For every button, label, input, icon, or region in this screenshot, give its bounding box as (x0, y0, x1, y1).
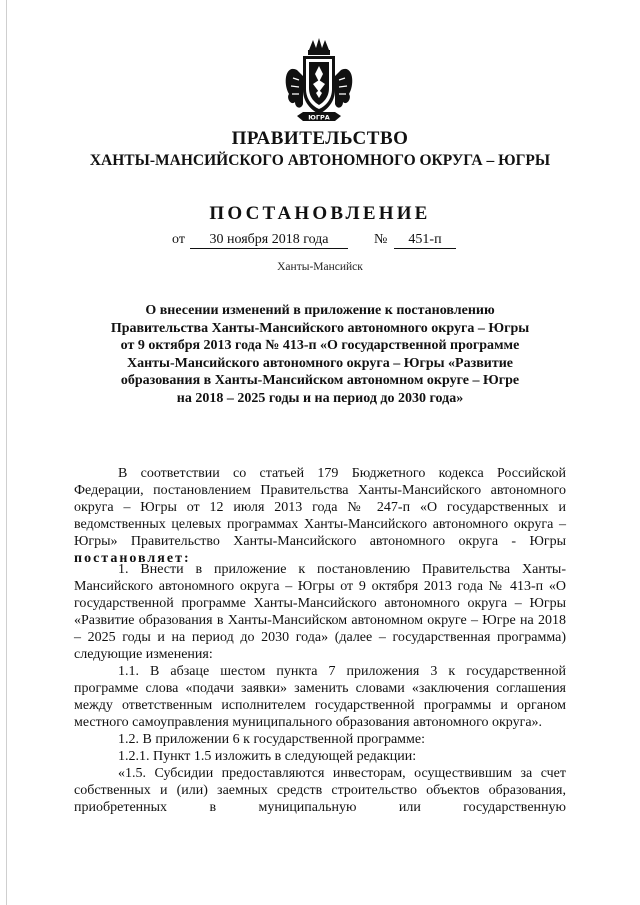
decree-body (74, 561, 566, 816)
coat-of-arms-emblem (283, 36, 355, 128)
preamble-text: В соответствии со статьей 179 Бюджетного кодекса Российской Федерации, постановлением Правительства Ханты-Мансийского автономного округа – Югры от 12 июля 2013 года № 247-п «О государственных и ведомственных целевых программах Ханты-Мансийского автономного округа – Югры» Правительство Ханты-Мансийского автономного округа - Югры (74, 466, 566, 549)
date-prefix: от (172, 232, 185, 247)
decree-word: постановляет: (74, 551, 191, 566)
subject-line: Правительства Ханты-Мансийского автономного округа – Югры (110, 320, 530, 336)
document-subject (96, 302, 544, 407)
paragraph-1-2: 1.2. В приложении 6 к государственной программе: (118, 732, 425, 747)
document-number: 451-п (394, 232, 456, 249)
subject-line: от 9 октября 2013 года № 413-п «О государственной программе (120, 338, 520, 353)
subject-line: на 2018 – 2025 годы и на период до 2030 года» (176, 390, 464, 406)
preamble-block (74, 465, 566, 567)
subject-line: образования в Ханты-Мансийском автономном округе – Югре (120, 373, 520, 388)
paragraph-1-5: «1.5. Субсидии предоставляются инвесторам, осуществившим за счет собственных и (или) заемных средств строительство объектов образования, приобретенных в муниципальную или государственную (74, 766, 566, 815)
document-type: ПОСТАНОВЛЕНИЕ (209, 203, 431, 224)
government-title: ПРАВИТЕЛЬСТВО (231, 128, 409, 149)
paragraph-1: 1. Внести в приложение к постановлению Правительства Ханты-Мансийского автономного округа – Югры от 9 октября 2013 года № 413-п «О государственной программе Ханты-Мансийского автономного округа – Югры «Развитие образования в Ханты-Мансийском автономном округе – Югре на 2018 – 2025 годы и на период до 2030 года» (далее – государственная программа) следующие изменения: (74, 562, 566, 662)
document-date: 30 ноября 2018 года (190, 232, 348, 249)
emblem-label: ЮГРА (308, 113, 330, 122)
subject-line: Ханты-Мансийского автономного округа – Югры «Развитие (126, 355, 514, 371)
number-prefix: № (374, 232, 388, 247)
government-subtitle: ХАНТЫ-МАНСИЙСКОГО АВТОНОМНОГО ОКРУГА – ЮГРЫ (89, 152, 551, 169)
paragraph-1-2-1: 1.2.1. Пункт 1.5 изложить в следующей редакции: (118, 749, 417, 764)
city-name: Ханты-Мансийск (277, 261, 363, 273)
paragraph-1-1: 1.1. В абзаце шестом пункта 7 приложения 3 к государственной программе слова «подачи заявки» заменить словами «заключения соглашения между ответственным исполнителем государственной программы и органом местного самоуправления муниципального образования автономного округа». (74, 664, 566, 730)
subject-line: О внесении изменений в приложение к постановлению (145, 303, 495, 318)
preamble-paragraph (74, 465, 566, 567)
